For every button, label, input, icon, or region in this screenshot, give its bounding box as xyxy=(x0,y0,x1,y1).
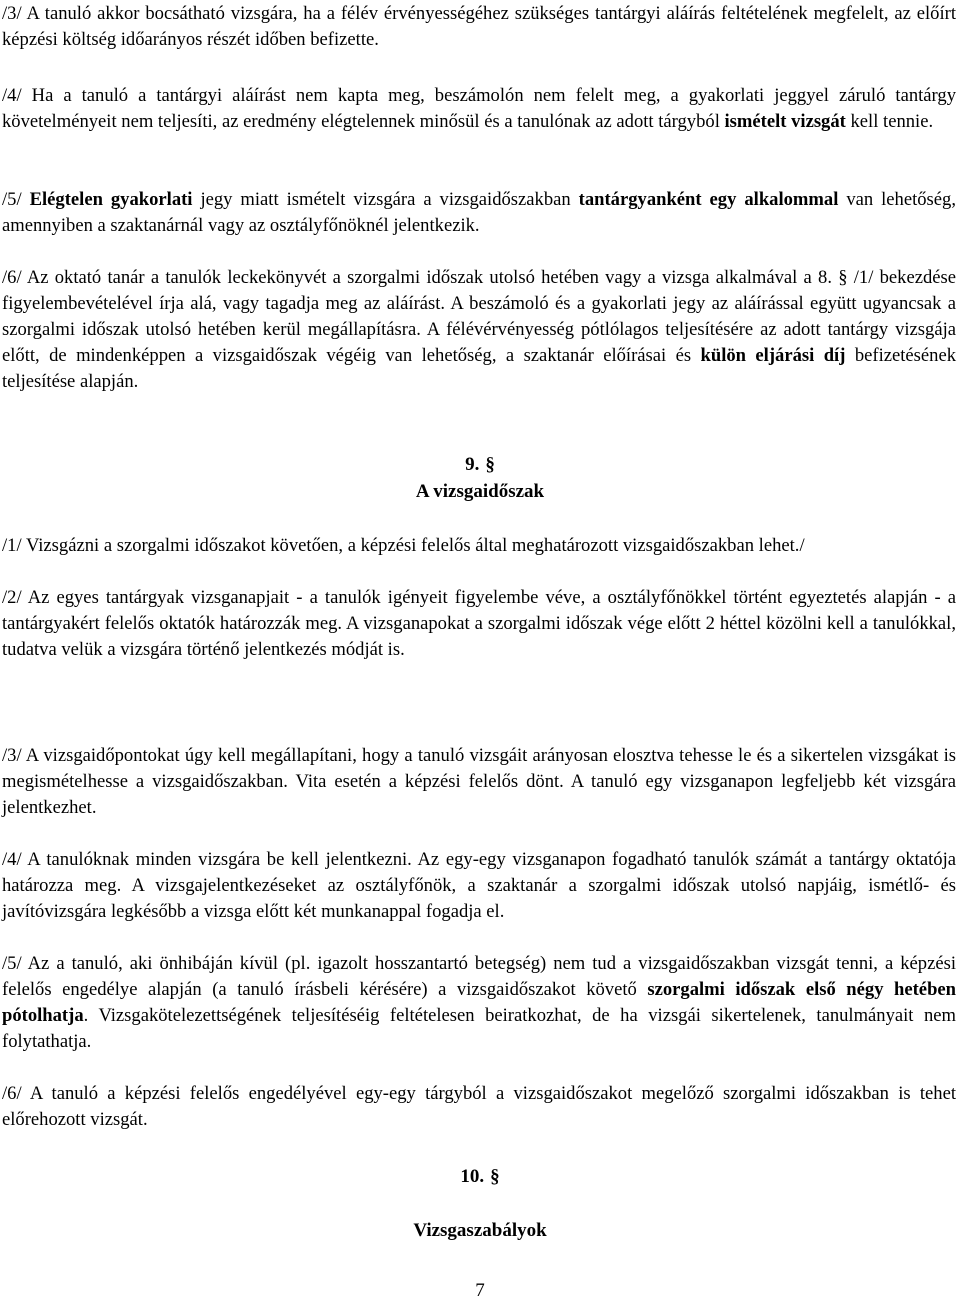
paragraph-segment-bold: szorgalmi időszak első négy hetében pótolhatja xyxy=(2,979,956,1026)
paragraph-segment: /6/ Az oktató tanár a tanulók leckekönyvét a szorgalmi időszak utolsó hetében vagy a vizsga alkalmával a 8. xyxy=(2,267,839,288)
section-10-symbol: § xyxy=(490,1166,500,1187)
section-10-number xyxy=(0,1164,960,1190)
paragraph-segment-bold: tantárgyanként egy alkalommal xyxy=(578,189,839,210)
paragraph-segment: /1/ bekezdése figyelembevételével írja alá, vagy tagadja meg az aláírást. A beszámoló és a gyakorlati jegy az aláírással együtt ugyancsak a szorgalmi időszak utolsó hetében kerül megállapításra. A félévérvényesség pótlólagos teljesítésére az adott tantárgy vizsgája előtt, de mindenképpen a vizsgaidőszak végéig van lehetőség, a szaktanár előírásai és xyxy=(2,267,956,366)
section-10-title: Vizsgaszabályok xyxy=(413,1220,547,1241)
paragraph-segment-bold: ismételt vizsgát xyxy=(724,111,846,132)
paragraph-segment-bold: külön eljárási díj xyxy=(700,345,846,366)
paragraph-segment: /2/ Az egyes tantárgyak vizsganapjait - a tanulók igényeit figyelembe véve, a osztályfőnökkel történt egyeztetés alapján - a tantárgyakért felelős oktatók határozzák meg. A vizsganapokat a szorgalmi időszak vége előtt 2 héttel közölni kell a tanulókkal, tudatva velük a vizsgára történő jelentkezés módját is. xyxy=(2,587,956,660)
section-9-number xyxy=(0,452,960,478)
paragraph-segment: befizetésének teljesítése alapján. xyxy=(2,345,956,392)
paragraph-segment: /4/ A tanulóknak minden vizsgára be kell jelentkezni. Az egy-egy vizsganapon fogadható tanulók számát a tantárgy oktatója határozza meg. A vizsgajelentkezéseket az osztályfőnök, a szaktanár a szorgalmi időszak utolsó napjáig, ismétlő- és javítóvizsgára legkésőbb a vizsga előtt két munkanappal fogadja el. xyxy=(2,849,956,922)
paragraph-segment: /3/ A vizsgaidőpontokat úgy kell megállapítani, hogy a tanuló vizsgáit arányosan elosztva tehesse le és a sikertelen vizsgákat is megismételhesse a vizsgaidőszakban. Vita esetén a képzési felelős dönt. A tanuló egy vizsganapon legfeljebb két vizsgára jelentkezhet. xyxy=(2,745,956,818)
paragraph-segment: /3/ A tanuló akkor bocsátható vizsgára, ha a félév érvényességéhez szükséges tantárgyi aláírás feltételének megfelelt, az előírt képzési költség időarányos részét időben befizette. xyxy=(2,3,956,50)
page-number: 7 xyxy=(475,1280,485,1301)
paragraph-3-exam-dates xyxy=(2,743,956,821)
paragraph-segment: van lehetőség, amennyiben a szaktanárnál vagy az osztályfőnöknél jelentkezik. xyxy=(2,189,956,236)
paragraph-segment-bold: Elégtelen gyakorlati xyxy=(29,189,193,210)
paragraph-5-failed-practical xyxy=(2,187,956,239)
section-9-title: A vizsgaidőszak xyxy=(415,481,545,502)
paragraph-segment: /5/ xyxy=(2,189,30,210)
paragraph-segment: /4/ Ha a tanuló a tantárgyi aláírást nem kapta meg, beszámolón nem felelt meg, a gyakorlati jeggyel záruló tantárgy követelményeit nem teljesíti, az eredmény elégtelennek minősül és a tanulónak az adott tárgyból xyxy=(2,85,956,132)
paragraph-segment: jegy miatt ismételt vizsgára a vizsgaidőszakban xyxy=(192,189,579,210)
paragraph-segment: . Vizsgakötelezettségének teljesítéséig feltételesen beiratkozhat, de ha vizsgái sikertelenek, tanulmányait nem folytathatja. xyxy=(2,1005,956,1052)
paragraph-segment: /5/ Az a tanuló, aki önhibáján kívül (pl. igazolt hosszantartó betegség) nem tud a vizsgaidőszakban vizsgát tenni, a képzési felelős engedélye alapján (a tanuló írásbeli kérésére) a vizsgaidőszakot követő xyxy=(2,953,956,1000)
paragraph-6-signature xyxy=(2,265,956,395)
paragraph-segment: /6/ A tanuló a képzési felelős engedélyével egy-egy tárgyból a vizsgaidőszakot megelőző szorgalmi időszakban is tehet előrehozott vizsgát. xyxy=(2,1083,956,1130)
paragraph-segment: /1/ Vizsgázni a szorgalmi időszakot követően, a képzési felelős által meghatározott vizsgaidőszakban lehet./ xyxy=(2,535,805,556)
paragraph-3-exam-eligibility xyxy=(2,1,956,53)
paragraph-4-repeat-exam xyxy=(2,83,956,135)
section-10-number-text: 10. xyxy=(460,1166,485,1187)
paragraph-4-registration xyxy=(2,847,956,925)
paragraph-segment: kell tennie. xyxy=(845,111,934,132)
paragraph-5-makeup xyxy=(2,951,956,1055)
paragraph-2-exam-days xyxy=(2,585,956,663)
paragraph-segment: § xyxy=(838,267,848,288)
section-9-symbol: § xyxy=(485,454,495,475)
section-9-number-text: 9. xyxy=(465,454,480,475)
paragraph-6-early-exam xyxy=(2,1081,956,1133)
paragraph-1-exam-period xyxy=(2,533,956,559)
